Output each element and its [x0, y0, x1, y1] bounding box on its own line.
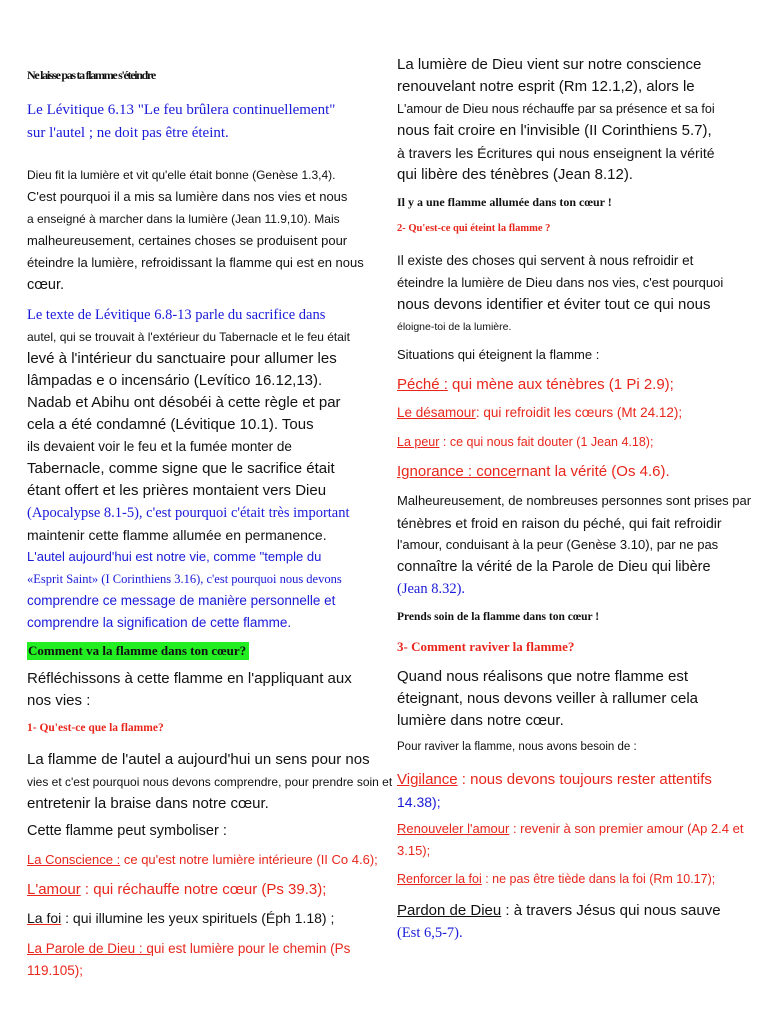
text-line: comprendre ce message de manière personnelle et: [27, 593, 336, 608]
symbol-text: : qui réchauffe notre cœur (Ps 39.3);: [80, 881, 327, 898]
reflect-paragraph: [27, 668, 392, 712]
text-line: nous fait croire en l'invisible (II Corinthiens 5.7),: [397, 122, 712, 139]
leviticus-heading-line: sur l'autel ; ne doit pas être éteint.: [27, 125, 229, 141]
situation-text: : ce qui nous fait douter (1 Jean 4.18);: [439, 435, 654, 449]
situations-line: Situations qui éteignent la flamme :: [397, 347, 600, 362]
situation-label: La peur: [397, 435, 440, 449]
leviticus-heading-line: Le Lévitique 6.13 "Le feu brûlera continuellement": [27, 102, 336, 118]
text-line: éteindre la lumière de Dieu dans nos vies, c'est pourquoi: [397, 275, 724, 290]
revive-label: Vigilance: [397, 771, 458, 788]
situation-item: [397, 405, 757, 420]
text-line: cœur.: [27, 277, 65, 293]
situation-text: : qui refroidit les cœurs (Mt 24.12);: [475, 405, 683, 420]
symbol-label: La foi: [27, 910, 62, 926]
text-line: nos vies :: [27, 692, 91, 709]
text-line: (Jean 8.32).: [397, 581, 466, 597]
text-line: éteignant, nous devons veiller à rallumer cela: [397, 690, 699, 707]
text-line: ténèbres et froid en raison du péché, qui fait refroidir: [397, 515, 722, 531]
text-line: L'amour de Dieu nous réchauffe par sa présence et sa foi: [397, 102, 715, 116]
text-line: éloigne-toi de la lumière.: [397, 321, 512, 333]
symbol-text: ce qu'est notre lumière intérieure (II Co 4.6);: [120, 852, 378, 867]
light-paragraph: [397, 54, 757, 186]
question-3-heading: 3- Comment raviver la flamme?: [397, 639, 575, 654]
revive-label: Pardon de Dieu: [397, 902, 502, 919]
extinguish-paragraph: [397, 250, 757, 338]
care-heading: Prends soin de la flamme dans ton cœur !: [397, 611, 600, 623]
text-line: lumière dans notre cœur.: [397, 712, 564, 729]
text-line: La lumière de Dieu vient sur notre conscience: [397, 56, 702, 73]
revive-text: : revenir à son premier amour (Ap 2.4 et: [509, 821, 744, 836]
text-line: vies et c'est pourquoi nous devons comprendre, pour prendre soin et: [27, 775, 393, 789]
text-line: Il existe des choses qui servent à nous refroidir et: [397, 253, 694, 268]
text-line: ils devaient voir le feu et la fumée monter de: [27, 439, 292, 454]
intro-paragraph: [27, 164, 392, 296]
text-line: a enseigné à marcher dans la lumière (Jean 11.9,10). Mais: [27, 212, 340, 226]
symbol-text: : qui illumine les yeux spirituels (Éph 1.18) ;: [61, 910, 335, 926]
text-line: Dieu fit la lumière et vit qu'elle était bonne (Genèse 1.3,4).: [27, 168, 336, 182]
text-line: malheureusement, certaines choses se produisent pour: [27, 233, 348, 248]
revive-text: : nous devons toujours rester attentifs: [457, 771, 712, 788]
situation-item: [397, 463, 757, 480]
text-line: Le texte de Lévitique 6.8-13 parle du sacrifice dans: [27, 307, 326, 323]
text-line: Malheureusement, de nombreuses personnes sont prises par: [397, 493, 752, 508]
text-line: éteindre la lumière, refroidissant la flamme qui est en nous: [27, 255, 364, 270]
revive-item: [397, 818, 757, 862]
flame-lit-heading: Il y a une flamme allumée dans ton cœur !: [397, 195, 612, 209]
revive-item: [397, 769, 757, 813]
darkness-paragraph: [397, 490, 757, 600]
situation-text: qui mène aux ténèbres (1 Pi 2.9);: [447, 376, 674, 393]
situation-label: Le désamour: [397, 405, 476, 420]
text-line: nous devons identifier et éviter tout ce qui nous: [397, 296, 711, 313]
question-1-heading: 1- Qu'est-ce que la flamme?: [27, 722, 164, 734]
revive-ref: 3.15);: [397, 843, 431, 858]
revive-text: : à travers Jésus qui nous sauve: [501, 902, 721, 919]
text-line: «Esprit Saint» (I Corinthiens 3.16), c'est pourquoi nous devons: [27, 572, 342, 586]
text-line: comprendre la signification de cette flamme.: [27, 615, 292, 630]
situation-text: rnant la vérité (Os 4.6).: [516, 463, 670, 480]
revive-label: Renforcer la foi: [397, 872, 482, 886]
text-line: Quand nous réalisons que notre flamme est: [397, 668, 688, 685]
revive-text: : ne pas être tiède dans la foi (Rm 10.17);: [481, 872, 716, 886]
leviticus-heading: [27, 99, 392, 145]
symbol-item: [27, 881, 392, 898]
symbol-text: 119.105);: [27, 963, 84, 978]
text-line: C'est pourquoi il a mis sa lumière dans nos vies et nous: [27, 189, 348, 204]
highlighted-heading-row: [27, 642, 392, 660]
symbol-item: [27, 938, 392, 982]
text-line: lâmpadas e o incensário (Levítico 16.12,13).: [27, 372, 323, 389]
question-2-heading: 2- Qu'est-ce qui éteint la flamme ?: [397, 223, 551, 234]
symbol-text: ui est lumière pour le chemin (Ps: [153, 941, 351, 956]
text-line: étant offert et les prières montaient vers Dieu: [27, 482, 327, 499]
revive-ref: 14.38);: [397, 794, 441, 810]
text-line: (Apocalypse 8.1-5), c'est pourquoi c'était très important: [27, 505, 350, 521]
symbolize-line: Cette flamme peut symboliser :: [27, 823, 227, 839]
need-line: Pour raviver la flamme, nous avons besoin de :: [397, 741, 637, 753]
text-line: renouvelant notre esprit (Rm 12.1,2), alors le: [397, 78, 695, 95]
text-line: Nadab et Abihu ont désobéi à cette règle et par: [27, 394, 341, 411]
revive-label: Renouveler l'amour: [397, 821, 510, 836]
text-line: maintenir cette flamme allumée en permanence.: [27, 527, 327, 543]
text-line: l'amour, conduisant à la peur (Genèse 3.10), par ne pas: [397, 537, 719, 552]
symbol-label: L'amour: [27, 881, 81, 898]
symbol-item: [27, 852, 392, 867]
sacrifice-paragraph: [27, 304, 392, 634]
text-line: entretenir la braise dans notre cœur.: [27, 795, 269, 812]
document-title: Ne laisse pas ta flamme s'éteindre: [27, 68, 155, 82]
situation-label: Péché :: [397, 376, 448, 393]
flame-meaning-paragraph: [27, 749, 392, 815]
text-line: autel, qui se trouvait à l'extérieur du Tabernacle et le feu était: [27, 330, 350, 344]
revive-item: [397, 900, 757, 944]
symbol-label: La Conscience :: [27, 852, 121, 867]
text-line: La flamme de l'autel a aujourd'hui un sens pour nos: [27, 751, 370, 768]
text-line: Tabernacle, comme signe que le sacrifice était: [27, 460, 335, 477]
text-line: connaître la vérité de la Parole de Dieu qui libère: [397, 559, 711, 575]
symbol-item: [27, 910, 392, 926]
text-line: levé à l'intérieur du sanctuaire pour allumer les: [27, 350, 337, 367]
text-line: à travers les Écritures qui nous enseignent la vérité: [397, 145, 715, 161]
situation-item: [397, 435, 757, 449]
symbol-label: La Parole de Dieu : q: [27, 941, 154, 956]
text-line: qui libère des ténèbres (Jean 8.12).: [397, 166, 633, 183]
text-line: Réfléchissons à cette flamme en l'appliquant aux: [27, 670, 352, 687]
revive-paragraph: [397, 666, 757, 732]
highlighted-heading: Comment va la flamme dans ton cœur?: [27, 642, 249, 660]
text-line: cela a été condamné (Lévitique 10.1). Tous: [27, 416, 314, 433]
situation-item: [397, 376, 757, 393]
revive-item: [397, 872, 757, 886]
revive-ref: (Est 6,5-7).: [397, 925, 463, 941]
text-line: L'autel aujourd'hui est notre vie, comme "temple du: [27, 549, 322, 564]
situation-label: Ignorance : conce: [397, 463, 517, 480]
